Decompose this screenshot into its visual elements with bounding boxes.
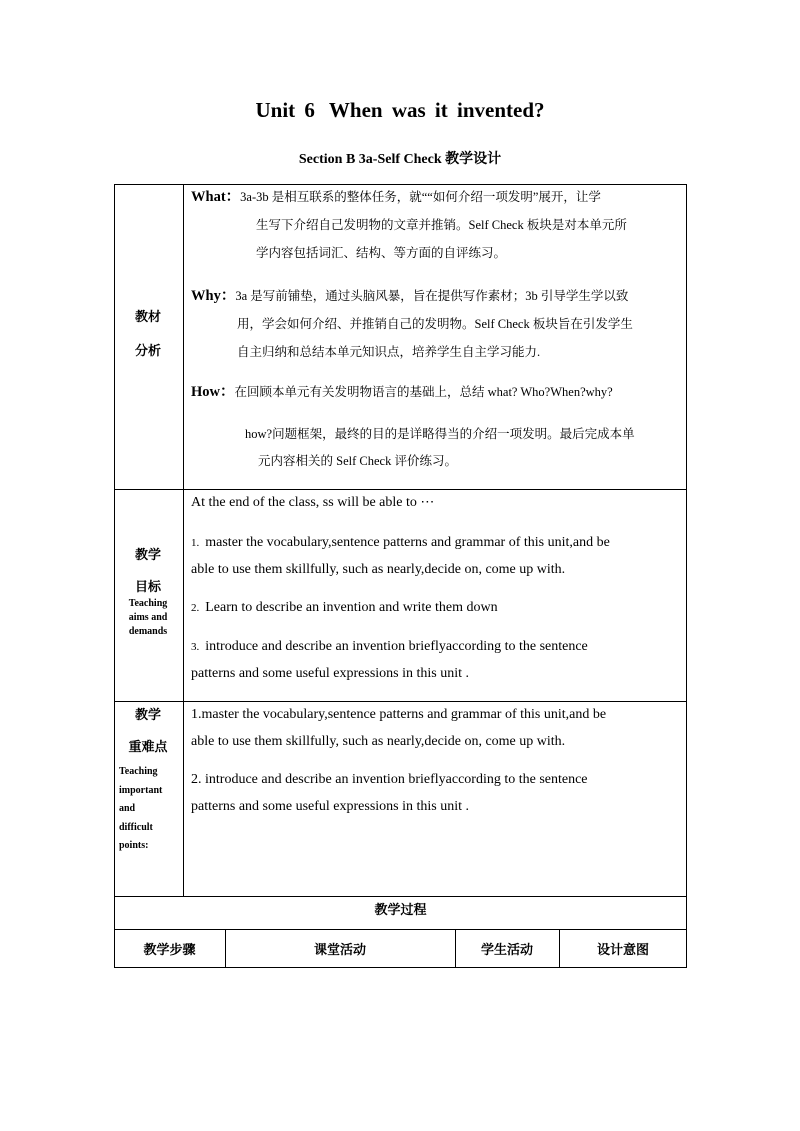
title-question: When was it invented?	[328, 98, 545, 122]
aims-item-1-line-2: able to use them skillfully, such as nearly,decide on, come up with.	[191, 562, 566, 577]
analysis-label-line1: 教材	[134, 309, 161, 324]
aims-label-en-2: aims and	[128, 612, 168, 623]
aims-label-line2: 目标	[134, 579, 161, 594]
what-heading: What：	[191, 189, 241, 205]
how-line-1: 在回顾本单元有关发明物语言的基础上，总结 what? Who?When?why?	[234, 385, 613, 399]
how-heading: How：	[191, 384, 235, 400]
row-divider-process-header	[114, 929, 687, 930]
why-heading: Why：	[191, 288, 236, 304]
aims-item-2-number: 2.	[191, 602, 200, 614]
difficulties-label-en-1: Teaching	[119, 766, 158, 777]
what-paragraph	[191, 183, 601, 211]
what-line-2: 生写下介绍自己发明物的文章并推销。Self Check 板块是对本单元所	[256, 218, 627, 232]
aims-label-en-1: Teaching	[128, 598, 168, 609]
aims-item-3-line-1: 3. introduce and describe an invention brieflyaccording to the sentence	[191, 639, 588, 654]
difficulties-label-en-2: important	[119, 784, 163, 796]
analysis-label-line2: 分析	[134, 343, 161, 358]
what-line-3: 学内容包括词汇、结构、等方面的自评练习。	[256, 246, 507, 260]
document-subtitle: Section B 3a-Self Check 教学设计	[298, 152, 502, 167]
difficulties-label-en-3: and	[119, 803, 136, 814]
column-header-steps: 教学步骤	[143, 942, 196, 957]
difficulties-label-en	[116, 763, 183, 856]
column-header-class-activities: 课堂活动	[313, 942, 366, 957]
how-line-2: how?问题框架，最终的目的是详略得当的介绍一项发明。最后完成本单	[245, 427, 635, 441]
difficulties-label-line2: 重难点	[128, 739, 168, 754]
aims-intro: At the end of the class, ss will be able to ⋯	[191, 495, 435, 510]
row-divider-difficulties	[114, 896, 687, 897]
difficulties-item-2-line-2: patterns and some useful expressions in this unit .	[191, 799, 470, 814]
aims-item-3-line-2: patterns and some useful expressions in this unit .	[191, 666, 470, 681]
aims-item-2: 2. Learn to describe an invention and write them down	[191, 600, 498, 615]
what-line-1: 3a-3b 是相互联系的整体任务，就““如何介绍一项发明”展开，让学	[240, 190, 601, 204]
difficulties-item-1-line-1: 1.master the vocabulary,sentence patterns and grammar of this unit,and be	[191, 707, 607, 722]
why-line-3: 自主归纳和总结本单元知识点，培养学生自主学习能力.	[237, 345, 541, 359]
column-header-design-intent: 设计意图	[596, 942, 649, 957]
label-column-divider	[183, 184, 184, 896]
how-line-3: 元内容相关的 Self Check 评价练习。	[258, 454, 457, 468]
aims-item-1-line-1: 1. master the vocabulary,sentence patterns and grammar of this unit,and be	[191, 535, 610, 550]
difficulties-label-en-4: difficult	[119, 821, 153, 833]
document-title	[0, 98, 800, 123]
difficulties-item-2-line-1: 2. introduce and describe an invention brieflyaccording to the sentence	[191, 772, 588, 787]
aims-label-en	[118, 597, 178, 639]
why-line-2: 用，学会如何介绍、并推销自己的发明物。Self Check 板块旨在引发学生	[237, 317, 633, 331]
difficulties-item-1-line-2: able to use them skillfully, such as nearly,decide on, come up with.	[191, 734, 566, 749]
process-header: 教学过程	[374, 902, 427, 917]
how-paragraph	[191, 378, 613, 406]
difficulties-label-line1: 教学	[134, 707, 161, 722]
aims-item-1-number: 1.	[191, 537, 200, 549]
why-paragraph	[191, 282, 628, 310]
why-line-1: 3a 是写前铺垫，通过头脑风暴，旨在提供写作素材；3b 引导学生学以致	[235, 289, 629, 303]
aims-item-3-number: 3.	[191, 641, 200, 653]
column-header-student-activities: 学生活动	[480, 942, 533, 957]
aims-label-en-3: demands	[128, 626, 168, 637]
difficulties-label-en-5: points:	[119, 840, 149, 851]
title-unit: Unit 6	[255, 98, 315, 122]
aims-label-line1: 教学	[134, 547, 161, 562]
